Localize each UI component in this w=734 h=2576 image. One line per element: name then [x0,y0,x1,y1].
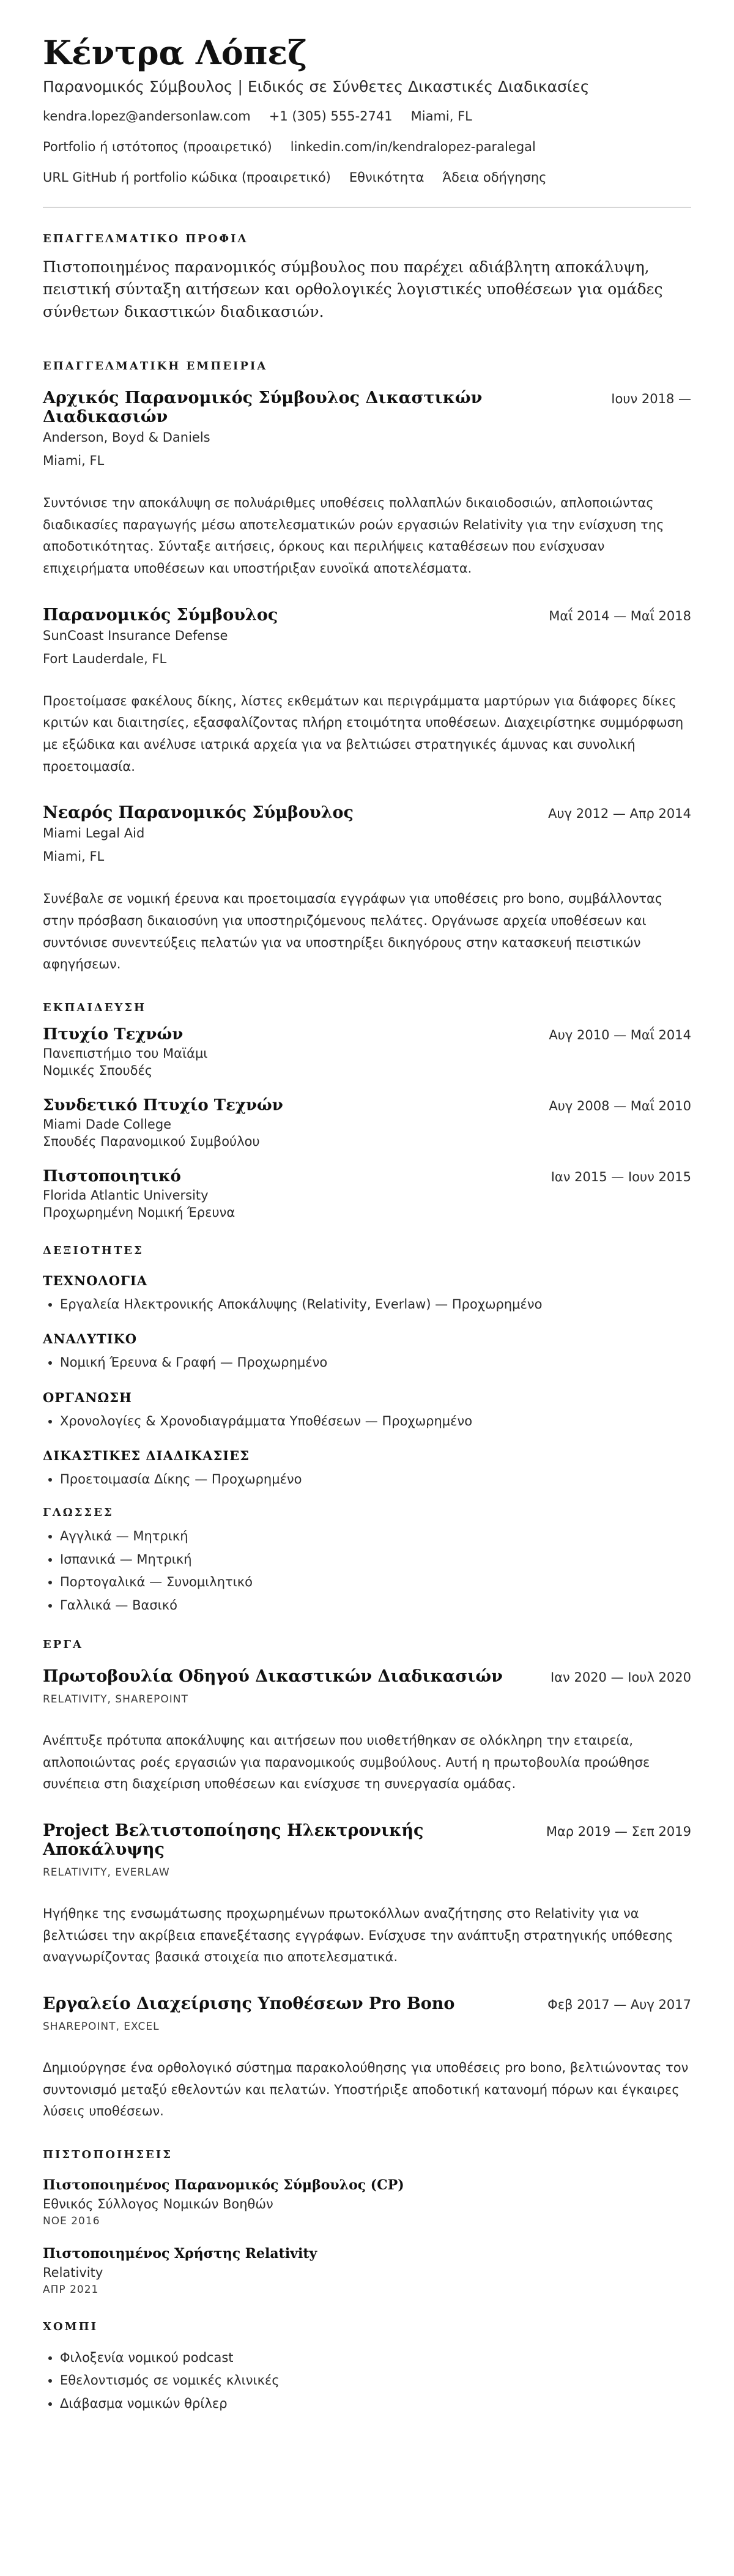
section-title-skills: ΔΕΞΙΟΤΗΤΕΣ [43,1244,144,1258]
project-name: Project Βελτιστοποίησης Ηλεκτρονικής Αποκάλυψης [43,1821,424,1859]
education-item [43,1096,691,1149]
skill-item: • Νομική Έρευνα & Γραφή — Προχωρημένο [60,1354,691,1371]
skill-group-title: ΟΡΓΑΝΩΣΗ [43,1389,132,1405]
job-description: Συνέβαλε σε νομική έρευνα και προετοιμασία εγγράφων για υποθέσεις pro bono, συμβάλλοντας στην πρόσβαση δικαιοσύνη για υποστηριζόμενους πελάτες. Οργάνωσε αρχεία υποθέσεων και συντόνισε συνεντεύξεις πελατών για να υποστηρίξει δικηγόρους στην κατασκευή πειστικών αφηγήσεων. [43,891,663,972]
contact-email[interactable]: kendra.lopez@andersonlaw.com [43,109,251,124]
job-location: Fort Lauderdale, FL [43,651,167,666]
project-dates: Φεβ 2017 — Αυγ 2017 [547,1997,691,2012]
candidate-headline: Παρανομικός Σύμβουλος | Ειδικός σε Σύνθετες Δικαστικές Διαδικασίες [43,78,590,96]
education-item [43,1167,691,1220]
experience-item [43,606,691,778]
job-company: SunCoast Insurance Defense [43,628,228,643]
skill-group [43,1331,691,1371]
job-description: Προετοίμασε φακέλους δίκης, λίστες εκθεμάτων και περιγράμματα μαρτύρων για διάφορες δίκες κριτών και διαιτησίες, εξασφαλίζοντας πλήρη ετοιμότητα υποθέσεων. Διαχειρίστηκε συμμόρφωση με εξώδικα και ανέλυσε ιατρικά αρχεία για να βελτιώσει στρατηγικές άμυνας και συνολική προετοιμασία. [43,693,684,774]
project-description: Ηγήθηκε της ενσωμάτωσης προχωρημένων πρωτοκόλλων αναζήτησης στο Relativity για να βελτιώσει την ακρίβεια επανεξέτασης εγγράφων. Ενίσχυσε την ανάπτυξη στρατηγικής υπόθεσης αναγνωρίζοντας βασικά στοιχεία πιο αποτελεσματικά. [43,1906,673,1965]
section-title-certifications: ΠΙΣΤΟΠΟΙΗΣΕΙΣ [43,2148,172,2162]
section-education [43,1001,691,1220]
project-description: Ανέπτυξε πρότυπα αποκάλυψης και αιτήσεων που υιοθετήθηκαν σε ολόκληρη την εταιρεία, απλοποιώντας ροές εργασιών για παρανομικούς συμβούλους. Αυτή η πρωτοβουλία προώθησε συνέπεια στη διαχείριση υποθέσεων και ενίσχυσε τη συνεργασία ομάδας. [43,1732,650,1792]
degree-school: Florida Atlantic University [43,1188,209,1203]
project-description: Δημιούργησε ένα ορθολογικό σύστημα παρακολούθησης για υποθέσεις pro bono, βελτιώνοντας τον συντονισμό μεταξύ εθελοντών και πελατών. Υποστήριξε αποδοτική κατανομή πόρων και έγκαιρες λύσεις υποθέσεων. [43,2060,689,2119]
contact-row-primary [43,109,691,124]
section-title-projects: ΕΡΓΑ [43,1638,83,1651]
project-tags: SHAREPOINT, EXCEL [43,2020,160,2033]
project-tags: RELATIVITY, SHAREPOINT [43,1693,188,1706]
certification-name: Πιστοποιημένος Χρήστης Relativity [43,2246,317,2262]
degree-field: Προχωρημένη Νομική Έρευνα [43,1205,235,1220]
language-item: • Γαλλικά — Βασικό [60,1597,691,1614]
certification-item [43,2177,691,2227]
project-tags: RELATIVITY, EVERLAW [43,1866,170,1879]
language-item: • Πορτογαλικά — Συνομιλητικό [60,1573,691,1591]
section-summary [43,232,691,323]
degree-school: Miami Dade College [43,1117,172,1132]
section-title-summary: ΕΠΑΓΓΕΛΜΑΤΙΚΟ ΠΡΟΦΙΛ [43,232,248,246]
degree-field: Σπουδές Παρανομικού Συμβούλου [43,1134,260,1149]
contact-location: Miami, FL [410,109,472,124]
project-item [43,1821,691,1969]
summary-text: Πιστοποιημένος παρανομικός σύμβουλος που παρέχει αδιάβλητη αποκάλυψη, πειστική σύνταξη αιτήσεων και ορθολογικές λογιστικές υποθέσεων για ομάδες σύνθετων δικαστικών διαδικασιών. [43,258,663,321]
language-item: • Ισπανικά — Μητρική [60,1551,691,1568]
contact-portfolio[interactable]: Portfolio ή ιστότοπος (προαιρετικό) [43,139,272,155]
language-item: • Αγγλικά — Μητρική [60,1527,691,1545]
job-location: Miami, FL [43,453,105,468]
section-title-experience: ΕΠΑΓΓΕΛΜΑΤΙΚΗ ΕΜΠΕΙΡΙΑ [43,359,268,373]
section-skills [43,1244,691,1614]
resume-header [43,34,691,185]
contact-nationality: Εθνικότητα [349,170,424,185]
degree-dates: Αυγ 2010 — Μαΐ 2014 [549,1028,691,1043]
job-title: Νεαρός Παρανομικός Σύμβουλος [43,803,354,823]
job-dates: Αυγ 2012 — Απρ 2014 [548,806,691,822]
section-projects [43,1638,691,2123]
degree-dates: Ιαν 2015 — Ιουν 2015 [550,1170,691,1185]
skill-group [43,1390,691,1430]
project-item [43,1994,691,2123]
hobby-item: • Φιλοξενία νομικού podcast [60,2349,691,2366]
header-divider [43,207,691,208]
project-name: Εργαλείο Διαχείρισης Υποθέσεων Pro Bono [43,1994,455,2013]
job-title: Παρανομικός Σύμβουλος [43,605,278,625]
job-dates: Μαΐ 2014 — Μαΐ 2018 [549,608,691,623]
degree-title: Πτυχίο Τεχνών [43,1025,184,1044]
skill-item: • Χρονολογίες & Χρονοδιαγράμματα Υποθέσεων — Προχωρημένο [60,1412,691,1430]
section-experience [43,360,691,976]
languages-title: ΓΛΩΣΣΕΣ [43,1506,114,1520]
experience-item [43,388,691,580]
section-title-education: ΕΚΠΑΙΔΕΥΣΗ [43,1001,147,1015]
certification-date: ΑΠΡ 2021 [43,2284,99,2296]
skill-group-title: ΔΙΚΑΣΤΙΚΕΣ ΔΙΑΔΙΚΑΣΙΕΣ [43,1448,250,1464]
experience-item [43,803,691,976]
certification-item [43,2246,691,2296]
hobby-item: • Διάβασμα νομικών θρίλερ [60,2395,691,2412]
certification-name: Πιστοποιημένος Παρανομικός Σύμβουλος (CP) [43,2177,404,2194]
contact-phone[interactable]: +1 (305) 555-2741 [269,109,393,124]
contact-row-links [43,139,691,154]
contact-license: Άδεια οδήγησης [442,170,547,185]
hobbies-list [43,2349,691,2412]
contact-linkedin[interactable]: linkedin.com/in/kendralopez-paralegal [290,139,536,155]
skill-group-title: ΑΝΑΛΥΤΙΚΟ [43,1331,138,1347]
certification-org: Εθνικός Σύλλογος Νομικών Βοηθών [43,2197,273,2212]
section-certifications [43,2148,691,2296]
job-location: Miami, FL [43,849,105,864]
degree-title: Συνδετικό Πτυχίο Τεχνών [43,1096,283,1115]
project-dates: Μαρ 2019 — Σεπ 2019 [546,1824,691,1839]
degree-school: Πανεπιστήμιο του Μαϊάμι [43,1046,208,1061]
job-dates: Ιουν 2018 — [611,391,691,406]
languages-list [43,1527,691,1613]
certification-date: ΝΟΕ 2016 [43,2215,100,2228]
degree-dates: Αυγ 2008 — Μαΐ 2010 [549,1099,691,1114]
skill-group-title: ΤΕΧΝΟΛΟΓΙΑ [43,1273,148,1289]
job-description: Συντόνισε την αποκάλυψη σε πολυάριθμες υποθέσεις πολλαπλών δικαιοδοσιών, απλοποιώντας διαδικασίες παραγωγής μέσω αποτελεσματικών ροών εργασιών Relativity για την ενίσχυση της αποδοτικότητας. Σύνταξε αιτήσεις, όρκους και περιλήψεις καταθέσεων που ενίσχυσαν επιχειρήματα υποθέσεων και υποστήριξαν ευνοϊκά αποτελέσματα. [43,495,664,576]
project-dates: Ιαν 2020 — Ιουλ 2020 [550,1669,691,1685]
degree-field: Νομικές Σπουδές [43,1063,153,1078]
certification-org: Relativity [43,2265,103,2281]
section-title-hobbies: ΧΟΜΠΙ [43,2320,98,2334]
contact-github[interactable]: URL GitHub ή portfolio κώδικα (προαιρετικό) [43,170,331,185]
section-hobbies [43,2320,691,2412]
project-name: Πρωτοβουλία Οδηγού Δικαστικών Διαδικασιών [43,1666,503,1686]
candidate-name: Κέντρα Λόπεζ [43,33,308,72]
education-item [43,1025,691,1078]
hobby-item: • Εθελοντισμός σε νομικές κλινικές [60,2372,691,2389]
skill-item: • Προετοιμασία Δίκης — Προχωρημένο [60,1471,691,1488]
job-company: Miami Legal Aid [43,826,145,841]
contact-row-extra [43,170,691,185]
job-company: Anderson, Boyd & Daniels [43,429,210,445]
skill-group [43,1448,691,1488]
skill-group [43,1273,691,1313]
degree-title: Πιστοποιητικό [43,1167,181,1186]
project-item [43,1667,691,1795]
skill-item: • Εργαλεία Ηλεκτρονικής Αποκάλυψης (Relativity, Everlaw) — Προχωρημένο [60,1296,691,1313]
job-title: Αρχικός Παρανομικός Σύμβουλος Δικαστικών Διαδικασιών [43,388,483,426]
